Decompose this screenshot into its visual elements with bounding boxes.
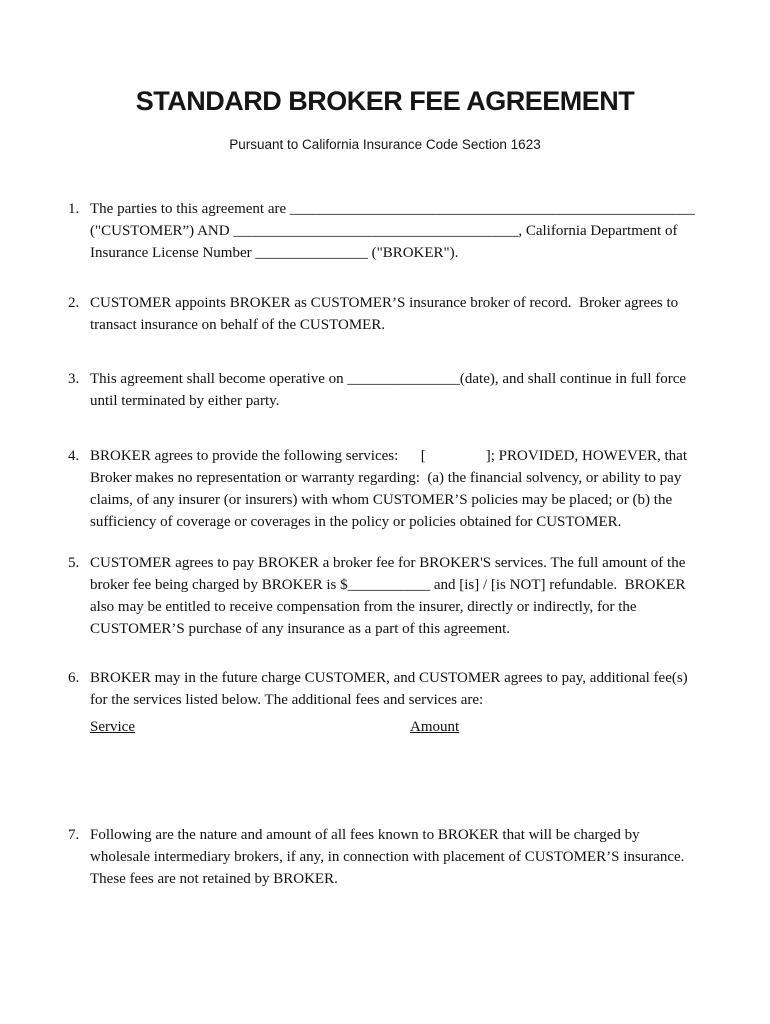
clause-2-appointment — [68, 292, 750, 336]
clause-6-line-1: BROKER may in the future charge CUSTOMER, and CUSTOMER agrees to pay, additional fee(s) — [90, 670, 688, 686]
clause-2-line-1: CUSTOMER appoints BROKER as CUSTOMER’S insurance broker of record. Broker agrees to — [90, 295, 679, 311]
clause-2-line-2: transact insurance on behalf of the CUSTOMER. — [90, 317, 386, 333]
clause-5-line-2: broker fee being charged by BROKER is $___________ and [is] / [is NOT] refundable. BROKER — [90, 577, 686, 593]
clause-4-line-4: sufficiency of coverage or coverages in the policy or policies obtained for CUSTOMER. — [90, 514, 622, 530]
clause-3-number: 3. — [68, 371, 80, 387]
clause-5-number: 5. — [68, 555, 80, 571]
clause-4-line-2: Broker makes no representation or warranty regarding: (a) the financial solvency, or ability to pay — [90, 470, 682, 486]
clause-4-services — [68, 445, 750, 533]
clause-7-wholesale-fees — [68, 824, 750, 890]
clause-1-line-3: Insurance License Number _______________ ("BROKER"). — [90, 245, 459, 261]
clause-7-body — [90, 824, 750, 890]
clause-6-body — [90, 667, 750, 738]
clause-5-body — [90, 552, 750, 640]
clause-3-body — [90, 368, 750, 412]
clause-6-number: 6. — [68, 670, 80, 686]
clause-6-additional-fees — [68, 667, 750, 738]
clause-1-number: 1. — [68, 201, 80, 217]
document-subtitle: Pursuant to California Insurance Code Section 1623 — [229, 137, 541, 152]
clause-7-line-3: These fees are not retained by BROKER. — [90, 871, 338, 887]
clause-1-parties — [68, 198, 750, 264]
clause-3-line-2: until terminated by either party. — [90, 393, 280, 409]
clause-4-line-3: claims, of any insurer (or insurers) with whom CUSTOMER’S policies may be placed; or (b) the — [90, 492, 673, 508]
clause-3-line-1: This agreement shall become operative on _______________(date), and shall continue in full force — [90, 371, 687, 387]
clause-4-body — [90, 445, 750, 533]
clause-3-operative-date — [68, 368, 750, 412]
clause-2-number: 2. — [68, 295, 80, 311]
service-column-header: Service — [90, 719, 135, 735]
clause-7-line-2: wholesale intermediary brokers, if any, in connection with placement of CUSTOMER’S insurance. — [90, 849, 685, 865]
clause-5-line-4: CUSTOMER’S purchase of any insurance as a part of this agreement. — [90, 621, 511, 637]
document-title: STANDARD BROKER FEE AGREEMENT — [135, 86, 635, 116]
clause-5-line-3: also may be entitled to receive compensation from the insurer, directly or indirectly, for the — [90, 599, 637, 615]
clause-5-line-1: CUSTOMER agrees to pay BROKER a broker fee for BROKER'S services. The full amount of the — [90, 555, 686, 571]
clause-4-number: 4. — [68, 448, 80, 464]
clause-6-line-2: for the services listed below. The additional fees and services are: — [90, 692, 484, 708]
clause-1-line-1: The parties to this agreement are ______________________________________________________ — [90, 201, 695, 217]
amount-column-header: Amount — [410, 719, 460, 735]
clause-7-line-1: Following are the nature and amount of all fees known to BROKER that will be charged by — [90, 827, 640, 843]
clause-7-number: 7. — [68, 827, 80, 843]
fees-table-header-row — [90, 716, 750, 738]
clause-1-line-2: ("CUSTOMER”) AND ______________________________________, California Department of — [90, 223, 678, 239]
clause-1-body — [90, 198, 750, 264]
clause-4-line-1: BROKER agrees to provide the following services: [ ]; PROVIDED, HOWEVER, that — [90, 448, 687, 464]
clause-2-body — [90, 292, 750, 336]
clause-5-broker-fee — [68, 552, 750, 640]
